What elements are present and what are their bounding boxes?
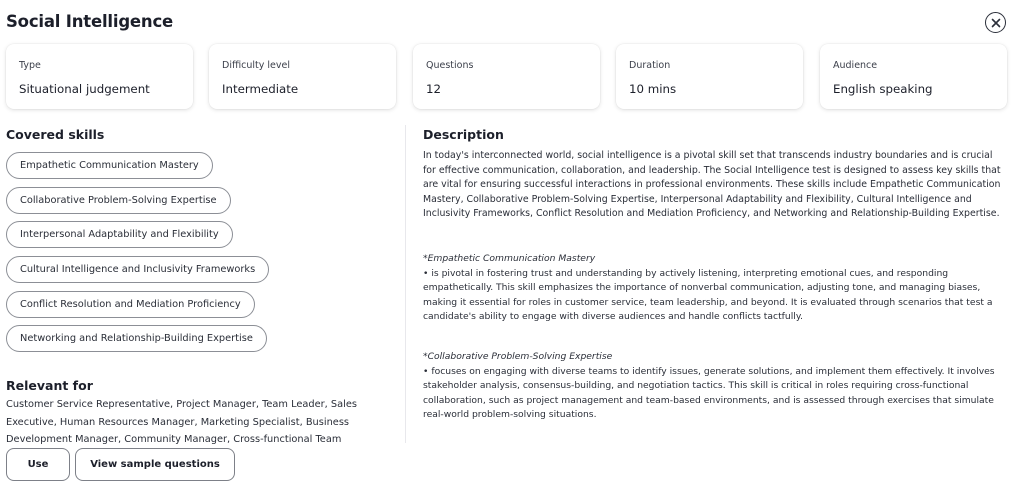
description-intro: In today's interconnected world, social intelligence is a pivotal skill set that transcends industry boundaries and is crucial for effective communication, collaboration, and leadership. The Social Intelligence test is designed to assess key skills that are vital for ensuring successful interactions in professional environments. These skills include Empathetic Communication Mastery, Collaborative Problem-Solving Expertise, Interpersonal Adaptability and Flexibility, Cultural Intelligence and Inclusivity Frameworks, Conflict Resolution and Mediation Proficiency, and Networking and Relationship-Building Expertise. (423, 150, 1001, 220)
skill-chip[interactable]: Networking and Relationship-Building Expertise (6, 325, 267, 352)
info-card-label: Difficulty level (222, 60, 290, 71)
skill-chip[interactable]: Empathetic Communication Mastery (6, 152, 213, 179)
info-card-value: Intermediate (222, 82, 299, 96)
covered-skills-heading: Covered skills (6, 127, 105, 142)
skill-description-section (423, 350, 1008, 423)
page-title: Social Intelligence (6, 12, 174, 31)
info-card-duration (616, 44, 803, 109)
info-card-value: English speaking (833, 82, 933, 96)
use-button[interactable]: Use (6, 448, 70, 481)
skill-chip[interactable]: Cultural Intelligence and Inclusivity Frameworks (6, 256, 269, 283)
skill-description-section (423, 252, 1008, 325)
info-card-value: 10 mins (629, 82, 677, 96)
skill-chip[interactable]: Interpersonal Adaptability and Flexibility (6, 221, 233, 248)
info-card-label: Questions (426, 60, 474, 71)
column-divider (405, 125, 406, 443)
relevant-for-text: Customer Service Representative, Project Manager, Team Leader, Sales Executive, Human Resources Manager, Marketing Specialist, Business Development Manager, Community Manager, Cross-functional Team (6, 399, 357, 445)
close-button[interactable] (985, 12, 1006, 33)
skill-description-body: • focuses on engaging with diverse teams to identify issues, generate solutions, and implement them effectively. It involves stakeholder analysis, consensus-building, and negotiation tactics. This skill is critical in roles requiring cross-functional collaboration, such as project management and team-based environments, and is assessed through exercises that simulate real-world problem-solving situations. (423, 365, 995, 421)
info-card-value: 12 (426, 82, 442, 96)
skill-chip[interactable]: Conflict Resolution and Mediation Proficiency (6, 291, 255, 318)
relevant-for-heading: Relevant for (6, 378, 93, 393)
info-card-label: Audience (833, 60, 878, 71)
skill-chip[interactable]: Collaborative Problem-Solving Expertise (6, 187, 231, 214)
description-heading: Description (423, 127, 504, 142)
view-sample-questions-button[interactable]: View sample questions (75, 448, 235, 481)
info-card-value: Situational judgement (19, 82, 150, 96)
info-card-label: Type (19, 60, 41, 71)
info-card-audience (820, 44, 1007, 109)
close-icon (991, 18, 1001, 28)
info-card-difficulty (209, 44, 396, 109)
info-cards (6, 44, 1008, 109)
skill-description-body: • is pivotal in fostering trust and understanding by actively listening, interpreting emotional cues, and responding empathetically. This skill emphasizes the importance of nonverbal communication, adjusting tone, and managing biases, making it essential for roles in customer service, team leadership, and beyond. It is evaluated through scenarios that test a candidate's ability to engage with diverse audiences and handle conflicts tactfully. (423, 267, 993, 323)
info-card-type (6, 44, 193, 109)
info-card-label: Duration (629, 60, 671, 71)
info-card-questions (413, 44, 600, 109)
skill-description-heading: *Collaborative Problem-Solving Expertise (423, 351, 613, 362)
skill-description-heading: *Empathetic Communication Mastery (423, 253, 596, 264)
